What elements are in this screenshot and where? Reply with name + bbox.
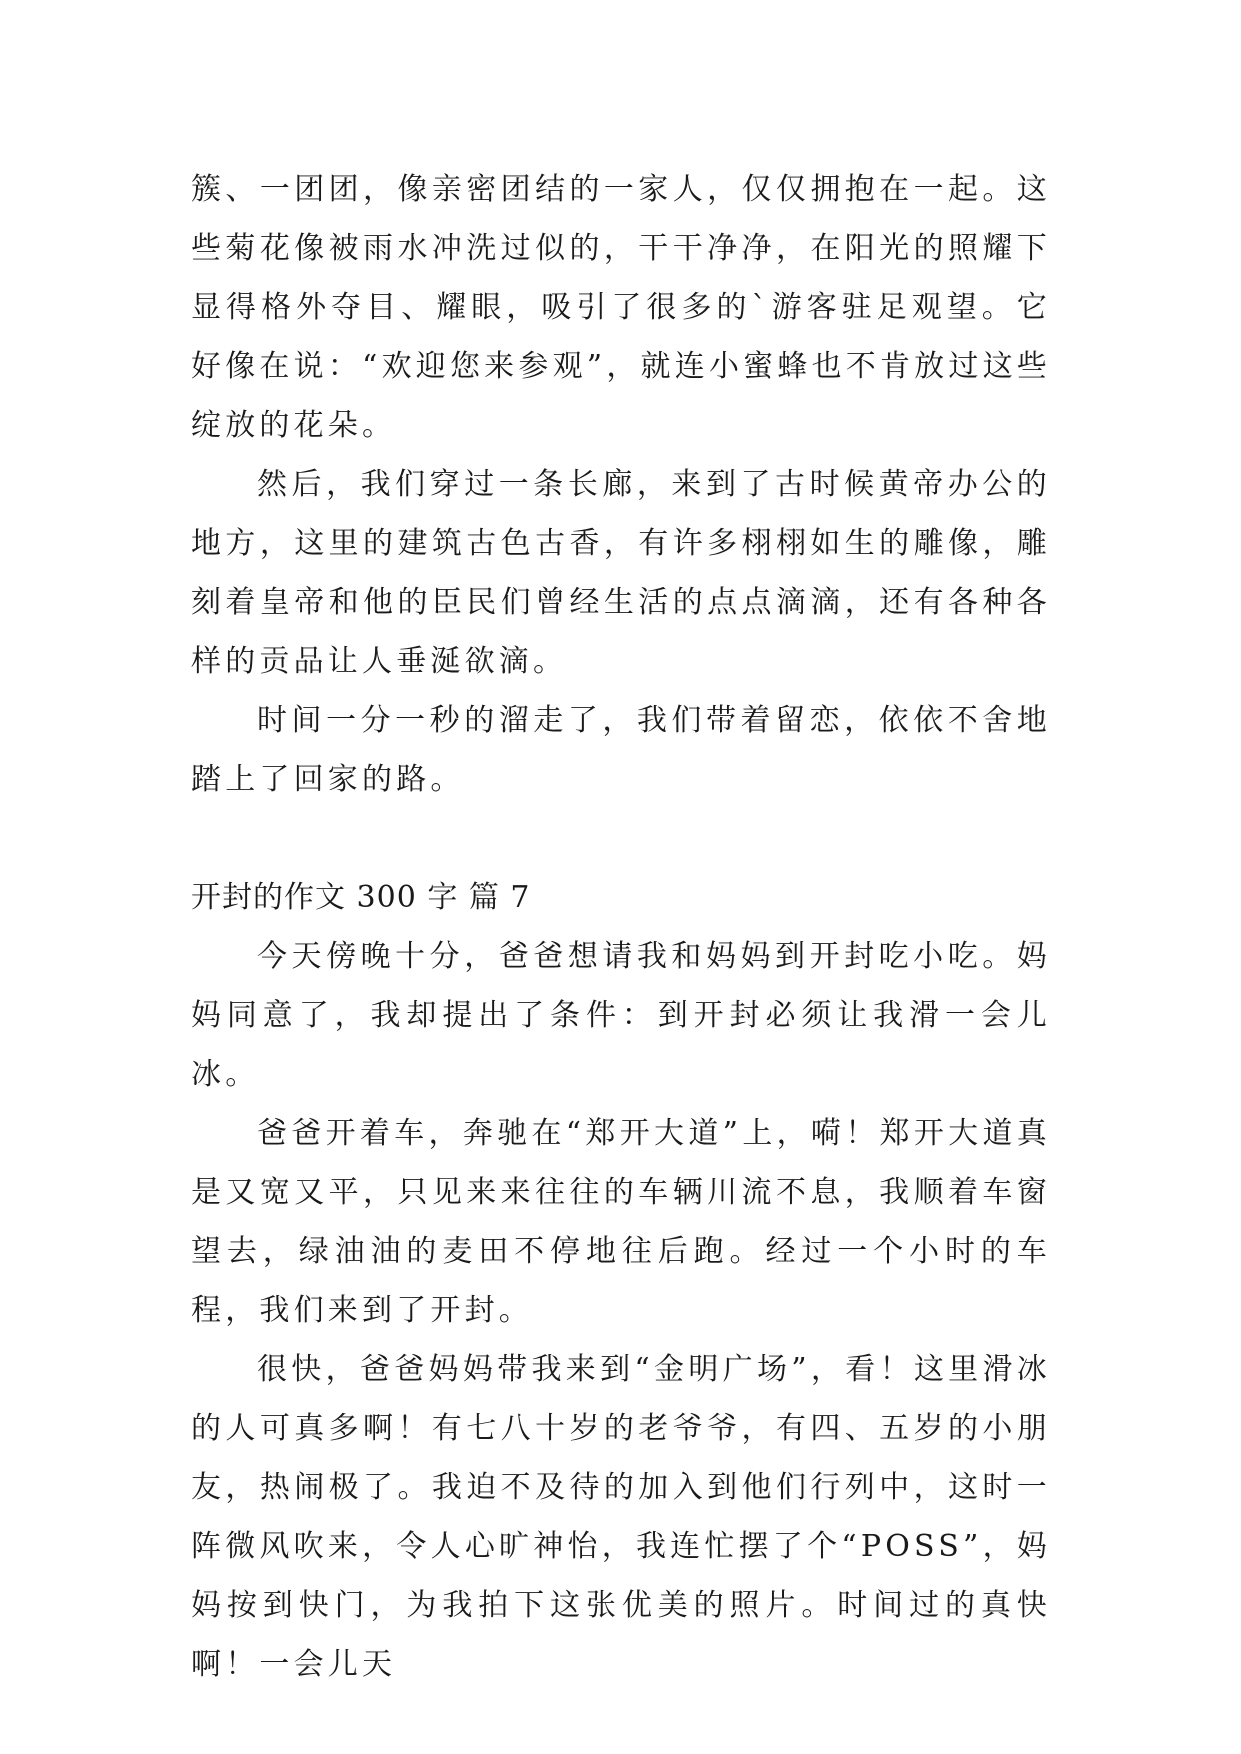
paragraph-evening-plan: 今天傍晚十分，爸爸想请我和妈妈到开封吃小吃。妈妈同意了，我却提出了条件：到开封必须让我滑一会儿冰。 bbox=[191, 939, 1051, 1092]
paragraph-chrysanthemum: 簇、一团团，像亲密团结的一家人，仅仅拥抱在一起。这些菊花像被雨水冲洗过似的，干干净净，在阳光的照耀下显得格外夺目、耀眼，吸引了很多的`游客驻足观望。它好像在说：“欢迎您来参观”，就连小蜜蜂也不肯放过这些绽放的花朵。 bbox=[191, 172, 1051, 443]
paragraph-palace: 然后，我们穿过一条长廊，来到了古时候黄帝办公的地方，这里的建筑古色古香，有许多栩栩如生的雕像，雕刻着皇帝和他的臣民们曾经生活的点点滴滴，还有各种各样的贡品让人垂涎欲滴。 bbox=[191, 467, 1051, 679]
section-heading: 开封的作文 300 字 篇 7 bbox=[191, 880, 531, 915]
paragraph-skating: 很快，爸爸妈妈带我来到“金明广场”，看！这里滑冰的人可真多啊！有七八十岁的老爷爷，有四、五岁的小朋友，热闹极了。我迫不及待的加入到他们行列中，这时一阵微风吹来，令人心旷神怡，我连忙摆了个“POSS”，妈妈按到快门，为我拍下这张优美的照片。时间过的真快啊！一会儿天 bbox=[191, 1352, 1051, 1682]
essay-body bbox=[191, 160, 1051, 1694]
paragraph-zhengkai-road: 爸爸开着车，奔驰在“郑开大道”上，嗬！郑开大道真是又宽又平，只见来来往往的车辆川流不息，我顺着车窗望去，绿油油的麦田不停地往后跑。经过一个小时的车程，我们来到了开封。 bbox=[191, 1116, 1051, 1328]
paragraph-return-home: 时间一分一秒的溜走了，我们带着留恋，依依不舍地踏上了回家的路。 bbox=[191, 703, 1051, 797]
